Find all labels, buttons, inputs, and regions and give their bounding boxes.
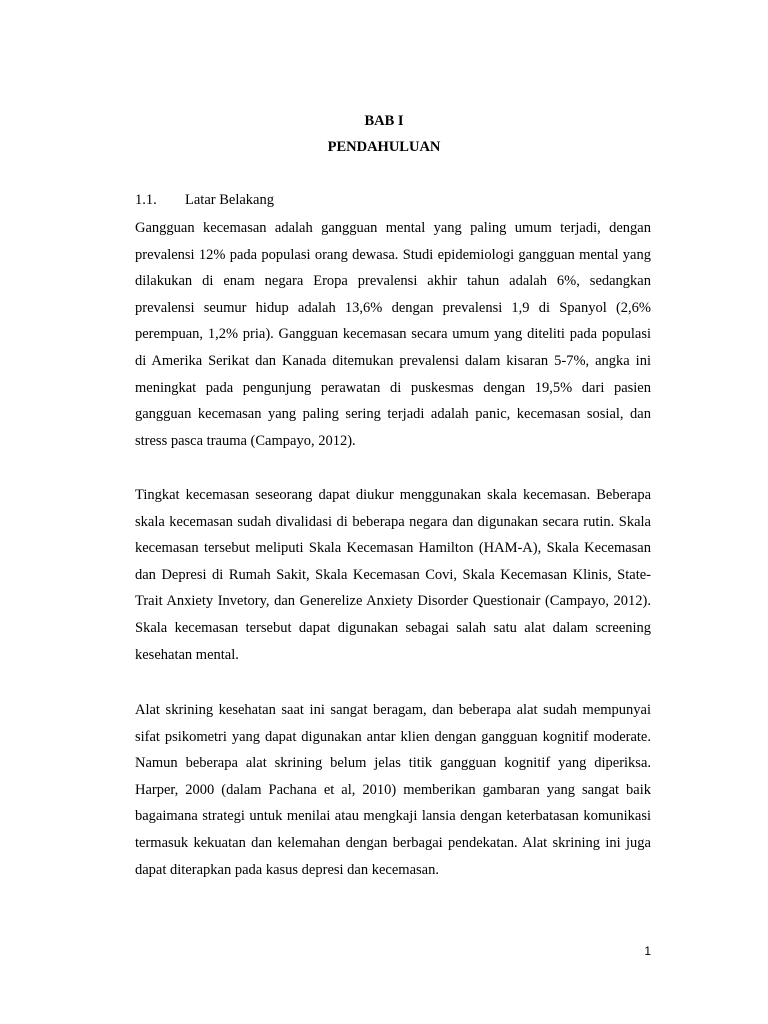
paragraph-3: Alat skrining kesehatan saat ini sangat beragam, dan beberapa alat sudah mempunyai sifat psikometri yang dapat digunakan antar klien dengan gangguan kognitif moderate. Namun beberapa alat skrining belum jelas titik gangguan kognitif yang diperiksa. Harper, 2000 (dalam Pachana et al, 2010) memberikan gambaran yang sangat baik bagaimana strategi untuk menilai atau mengkaji lansia dengan keterbatasan komunikasi termasuk kekuatan dan kelemahan dengan berbagai pendekatan. Alat skrining ini juga dapat diterapkan pada kasus depresi dan kecemasan. [135,702,651,878]
section-number: 1.1. [135,192,157,208]
chapter-title: PENDAHULUAN [327,139,441,155]
paragraph-1: Gangguan kecemasan adalah gangguan mental yang paling umum terjadi, dengan prevalensi 12% pada populasi orang dewasa. Studi epidemiologi gangguan mental yang dilakukan di enam negara Eropa prevalensi akhir tahun adalah 6%, sedangkan prevalensi seumur hidup adalah 13,6% dengan prevalensi 1,9 di Spanyol (2,6% perempuan, 1,2% pria). Gangguan kecemasan secara umum yang diteliti pada populasi di Amerika Serikat dan Kanada ditemukan prevalensi dalam kisaran 5-7%, angka ini meningkat pada pengunjung perawatan di puskesmas dengan 19,5% dari pasien gangguan kecemasan yang paling sering terjadi adalah panic, kecemasan sosial, dan stress pasca trauma (Campayo, 2012). [135,220,651,449]
paragraph-2: Tingkat kecemasan seseorang dapat diukur menggunakan skala kecemasan. Beberapa skala kecemasan sudah divalidasi di beberapa negara dan digunakan secara rutin. Skala kecemasan tersebut meliputi Skala Kecemasan Hamilton (HAM-A), Skala Kecemasan dan Depresi di Rumah Sakit, Skala Kecemasan Covi, Skala Kecemasan Klinis, State- Trait Anxiety Invetory, dan Generelize Anxiety Disorder Questionair (Campayo, 2012). Skala kecemasan tersebut dapat digunakan sebagai salah satu alat dalam screening kesehatan mental. [135,487,651,663]
chapter-number: BAB I [364,113,404,129]
section-heading [135,191,274,209]
section-title: Latar Belakang [185,192,274,208]
page-number: 1 [644,944,651,958]
